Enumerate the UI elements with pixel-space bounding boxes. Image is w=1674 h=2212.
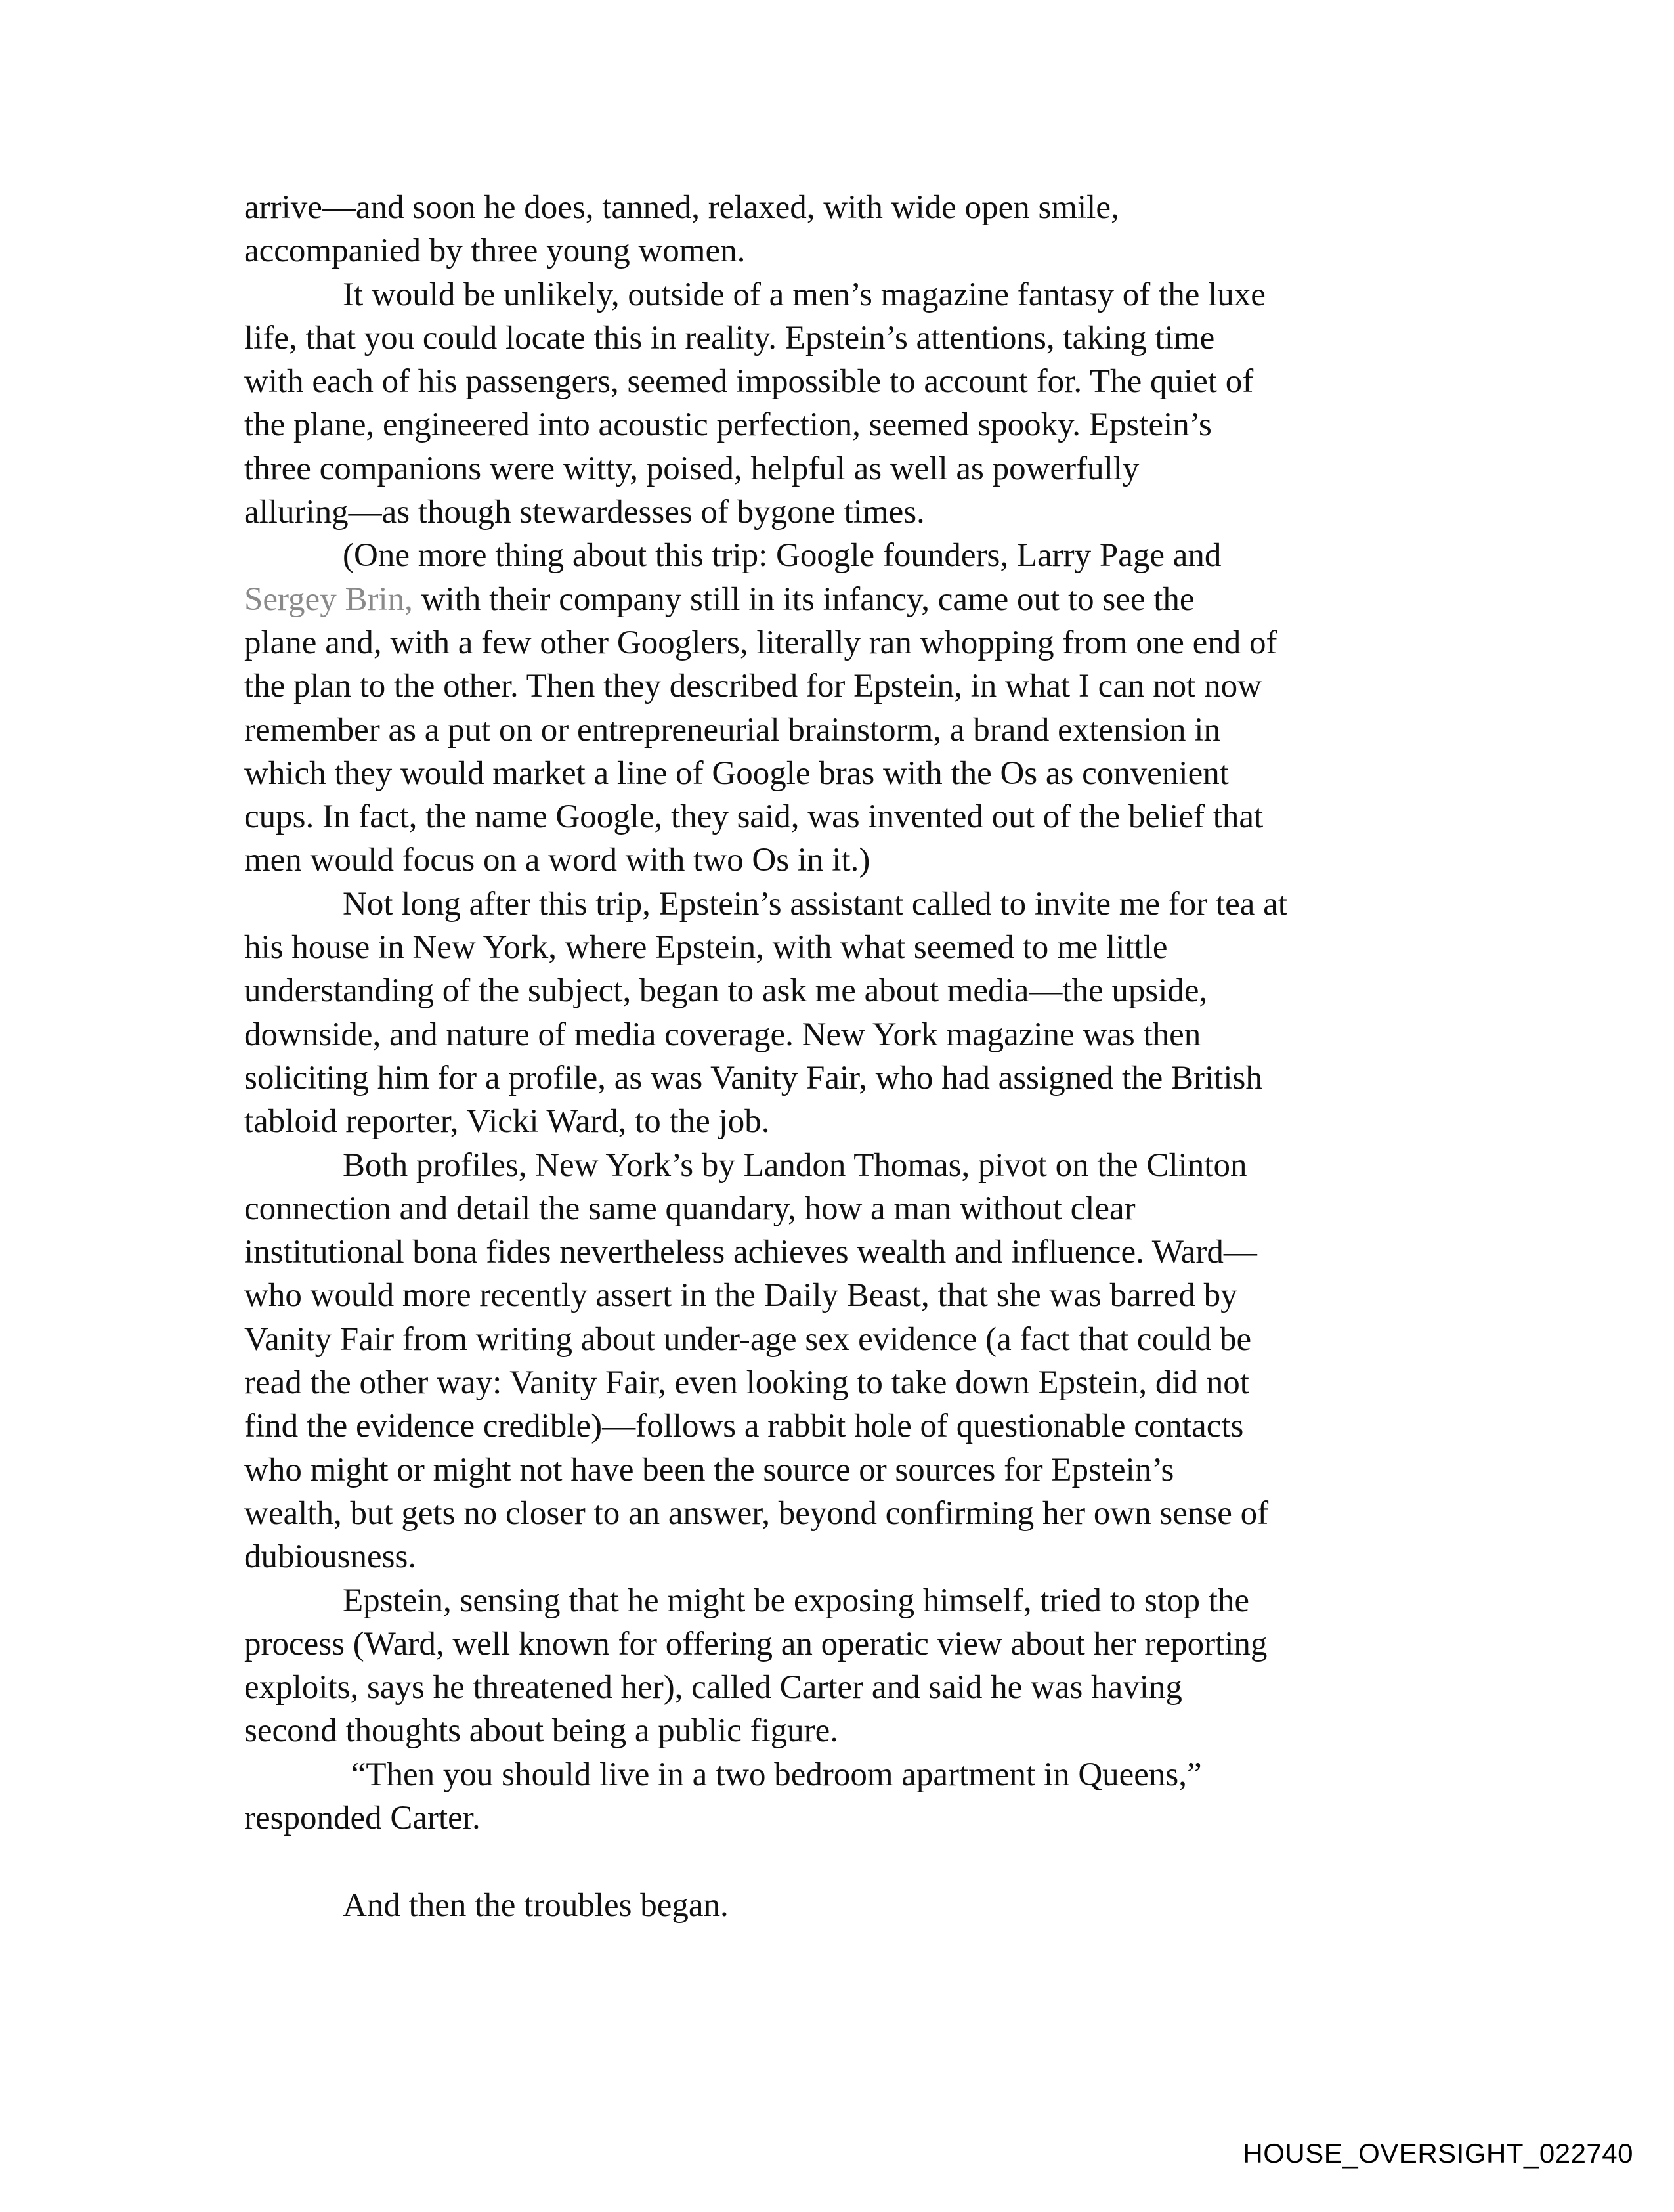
document-body bbox=[244, 186, 1459, 1927]
text-line bbox=[244, 708, 1459, 752]
line-text: life, that you could locate this in reality. Epstein’s attentions, taking time bbox=[244, 319, 1215, 357]
line-text: soliciting him for a profile, as was Vanity Fair, who had assigned the British bbox=[244, 1059, 1262, 1096]
text-line bbox=[244, 1448, 1459, 1492]
text-line bbox=[244, 1361, 1459, 1404]
text-line bbox=[244, 1144, 1459, 1187]
line-text: with each of his passengers, seemed impossible to account for. The quiet of bbox=[244, 363, 1254, 401]
line-text: which they would market a line of Google bras with the Os as convenient bbox=[244, 754, 1229, 792]
line-text: accompanied by three young women. bbox=[244, 232, 746, 270]
line-text: It would be unlikely, outside of a men’s magazine fantasy of the luxe bbox=[343, 276, 1266, 313]
line-text: “Then you should live in a two bedroom apartment in Queens,” bbox=[343, 1756, 1202, 1793]
text-line bbox=[244, 1100, 1459, 1143]
text-line bbox=[244, 752, 1459, 795]
text-line bbox=[244, 1013, 1459, 1056]
text-line bbox=[244, 186, 1459, 229]
text-line bbox=[244, 229, 1459, 272]
text-line bbox=[244, 1318, 1459, 1361]
text-line bbox=[244, 1753, 1459, 1796]
line-text: Vanity Fair from writing about under-age sex evidence (a fact that could be bbox=[244, 1320, 1252, 1358]
text-line bbox=[244, 1535, 1459, 1578]
text-line bbox=[244, 534, 1459, 577]
text-line bbox=[244, 1666, 1459, 1709]
line-text: find the evidence credible)—follows a rabbit hole of questionable contacts bbox=[244, 1408, 1244, 1445]
line-text: who would more recently assert in the Daily Beast, that she was barred by bbox=[244, 1277, 1237, 1314]
line-text: Epstein, sensing that he might be exposing himself, tried to stop the bbox=[343, 1582, 1250, 1619]
line-text: men would focus on a word with two Os in it.) bbox=[244, 842, 870, 879]
text-line bbox=[244, 1274, 1459, 1317]
bates-stamp: HOUSE_OVERSIGHT_022740 bbox=[1243, 2138, 1633, 2169]
text-line bbox=[244, 1884, 1459, 1927]
line-text: (One more thing about this trip: Google founders, Larry Page and bbox=[343, 537, 1222, 575]
text-line bbox=[244, 1579, 1459, 1622]
line-text: Not long after this trip, Epstein’s assistant called to invite me for tea at bbox=[343, 885, 1287, 922]
line-text: process (Ward, well known for offering an operatic view about her reporting bbox=[244, 1625, 1268, 1662]
line-text: the plane, engineered into acoustic perfection, seemed spooky. Epstein’s bbox=[244, 406, 1212, 444]
text-line bbox=[244, 1404, 1459, 1448]
text-line bbox=[244, 1056, 1459, 1100]
text-line bbox=[244, 664, 1459, 708]
line-text: Both profiles, New York’s by Landon Thomas, pivot on the Clinton bbox=[343, 1146, 1247, 1184]
line-text: wealth, but gets no closer to an answer, beyond confirming her own sense of bbox=[244, 1494, 1269, 1532]
text-line bbox=[244, 360, 1459, 403]
text-line bbox=[244, 1622, 1459, 1666]
hyperlink-sergey-brin[interactable]: Sergey Brin, bbox=[244, 580, 413, 618]
text-line bbox=[244, 621, 1459, 664]
line-text: cups. In fact, the name Google, they said, was invented out of the belief that bbox=[244, 798, 1264, 836]
line-text: connection and detail the same quandary, how a man without clear bbox=[244, 1190, 1136, 1227]
text-line bbox=[244, 795, 1459, 838]
line-text: dubiousness. bbox=[244, 1538, 417, 1576]
text-line bbox=[244, 403, 1459, 446]
line-text: the plan to the other. Then they described for Epstein, in what I can not now bbox=[244, 668, 1262, 705]
line-text: second thoughts about being a public figure. bbox=[244, 1712, 839, 1750]
line-text: understanding of the subject, began to ask me about media—the upside, bbox=[244, 972, 1208, 1010]
line-text: read the other way: Vanity Fair, even looking to take down Epstein, did not bbox=[244, 1364, 1249, 1402]
line-text: downside, and nature of media coverage. New York magazine was then bbox=[244, 1016, 1201, 1053]
line-text: institutional bona fides nevertheless achieves wealth and influence. Ward— bbox=[244, 1234, 1257, 1271]
line-text: arrive—and soon he does, tanned, relaxed, with wide open smile, bbox=[244, 189, 1119, 226]
line-text: three companions were witty, poised, helpful as well as powerfully bbox=[244, 450, 1140, 487]
text-line bbox=[244, 1796, 1459, 1840]
line-text: with their company still in its infancy, came out to see the bbox=[412, 580, 1195, 618]
text-line bbox=[244, 316, 1459, 360]
line-text: who might or might not have been the source or sources for Epstein’s bbox=[244, 1451, 1174, 1488]
text-line bbox=[244, 490, 1459, 534]
text-line bbox=[244, 1187, 1459, 1230]
line-text: remember as a put on or entrepreneurial brainstorm, a brand extension in bbox=[244, 711, 1220, 748]
line-text: alluring—as though stewardesses of bygone times. bbox=[244, 494, 925, 531]
text-line bbox=[244, 926, 1459, 969]
text-line bbox=[244, 1230, 1459, 1274]
text-line bbox=[244, 578, 1459, 621]
line-text: plane and, with a few other Googlers, literally ran whopping from one end of bbox=[244, 624, 1277, 661]
line-text: And then the troubles began. bbox=[343, 1886, 729, 1924]
text-line bbox=[244, 1840, 1459, 1883]
text-line bbox=[244, 882, 1459, 926]
line-text: responded Carter. bbox=[244, 1799, 481, 1836]
text-line bbox=[244, 969, 1459, 1012]
text-line bbox=[244, 273, 1459, 316]
line-text: tabloid reporter, Vicki Ward, to the job. bbox=[244, 1103, 770, 1140]
text-line bbox=[244, 447, 1459, 490]
text-line bbox=[244, 1492, 1459, 1535]
text-line bbox=[244, 838, 1459, 882]
text-line bbox=[244, 1709, 1459, 1752]
line-text: his house in New York, where Epstein, with what seemed to me little bbox=[244, 929, 1168, 966]
line-text: exploits, says he threatened her), called Carter and said he was having bbox=[244, 1669, 1182, 1706]
